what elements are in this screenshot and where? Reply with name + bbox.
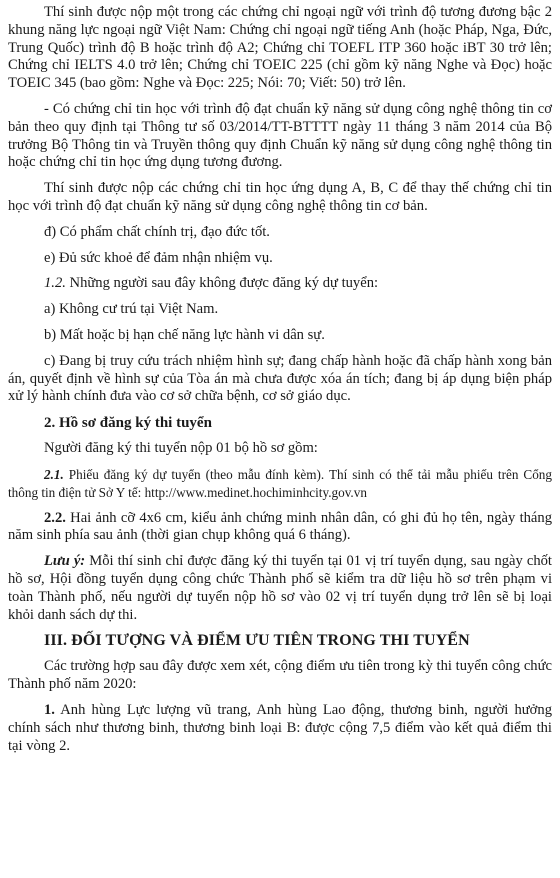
item-criminal-record: c) Đang bị truy cứu trách nhiệm hình sự; đang chấp hành hoặc đã chấp hành xong bản án, quyết định về hình sự của Tòa án mà chưa được xóa án tích; đang bị áp dụng biện pháp xử lý hành chính đưa vào cơ sở chữa bệnh, cơ sở giáo dục. (8, 352, 552, 405)
paragraph-dossier-intro: Người đăng ký thi tuyển nộp 01 bộ hồ sơ gồm: (44, 440, 318, 457)
item-health: e) Đủ sức khoẻ để đảm nhận nhiệm vụ. (44, 249, 273, 266)
note-label: Lưu ý: (44, 553, 86, 570)
subsection-number: 1.2. (44, 275, 66, 292)
heading-application-dossier: 2. Hồ sơ đăng ký thi tuyển (44, 415, 212, 432)
note-text: Mỗi thí sinh chỉ được đăng ký thi tuyển tại 01 vị trí tuyển dụng, sau ngày chốt hồ sơ, Hội đồng tuyển dụng công chức Thành phố sẽ kiểm tra dữ liệu hồ sơ trên phạm vi toàn Thành phố, nếu người dự tuyển nộp hồ sơ vào 02 vị trí tuyển dụng trở lên sẽ bị loại khỏi danh sách dự thi. (8, 553, 552, 623)
subsection-text: Những người sau đây không được đăng ký dự tuyển: (65, 275, 379, 292)
paragraph-priority-intro: Các trường hợp sau đây được xem xét, cộng điểm ưu tiên trong kỳ thi tuyển công chức Thành phố năm 2020: (8, 658, 552, 693)
item-photos (8, 510, 552, 546)
item-number: 2.2. (44, 509, 66, 526)
heading-priority-section: III. ĐỐI TƯỢNG VÀ ĐIỂM ƯU TIÊN TRONG THI TUYỂN (44, 632, 470, 650)
paragraph-it-certificate-substitution: Thí sinh được nộp các chứng chỉ tin học ứng dụng A, B, C để thay thế chứng chỉ tin học với trình độ đạt chuẩn kỹ năng sử dụng công nghệ thông tin cơ bản. (8, 180, 552, 214)
item-civil-capacity: b) Mất hoặc bị hạn chế năng lực hành vi dân sự. (44, 326, 325, 343)
paragraph-it-certificate-requirement: - Có chứng chỉ tin học với trình độ đạt chuẩn kỹ năng sử dụng công nghệ thông tin cơ bản theo quy định tại Thông tư số 03/2014/TT-BTTTT ngày 11 tháng 3 năm 2014 của Bộ trưởng Bộ Thông tin và Truyền thông quy định Chuẩn kỹ năng sử dụng công nghệ thông tin hoặc chứng chỉ tin học ứng dụng tương đương. (8, 100, 552, 171)
subsection-1-2 (8, 275, 552, 293)
item-text: Hai ảnh cỡ 4x6 cm, kiểu ảnh chứng minh nhân dân, có ghi đủ họ tên, ngày tháng năm sinh phía sau ảnh (thời gian chụp không quá 6 tháng). (8, 509, 552, 544)
item-text: Phiếu đăng ký dự tuyển (theo mẫu đính kèm). Thí sinh có thể tải mẫu phiếu trên Cổng thông tin điện tử Sở Y tế: http://www.medinet.hochiminhcity.gov.vn (8, 466, 552, 500)
paragraph-note (8, 553, 552, 624)
item-priority-heroes (8, 702, 552, 755)
item-registration-form (8, 466, 552, 502)
item-not-resident: a) Không cư trú tại Việt Nam. (44, 301, 219, 318)
item-number: 1. (44, 701, 55, 718)
paragraph-foreign-language-certificates: Thí sinh được nộp một trong các chứng chỉ ngoại ngữ với trình độ tương đương bậc 2 khung năng lực ngoại ngữ Việt Nam: Chứng chỉ ngoại ngữ tiếng Anh (hoặc Pháp, Nga, Đức, Trung Quốc) trình độ B hoặc trình độ A2; Chứng chỉ TOEFL ITP 360 hoặc iBT 30 trở lên; Chứng chỉ IELTS 4.0 trở lên; Chứng chỉ TOEIC 225 (chỉ gồm kỹ năng Nghe và Đọc) hoặc TOEIC 345 (bao gồm: Nghe và Đọc: 225; Nói: 70; Viết: 50) trở lên. (8, 4, 552, 92)
item-political-ethics: đ) Có phẩm chất chính trị, đạo đức tốt. (44, 223, 270, 240)
item-number: 2.1. (44, 466, 64, 482)
item-text: Anh hùng Lực lượng vũ trang, Anh hùng Lao động, thương binh, người hưởng chính sách như thương binh, thương binh loại B: được cộng 7,5 điểm vào kết quả điểm thi tại vòng 2. (8, 701, 552, 754)
